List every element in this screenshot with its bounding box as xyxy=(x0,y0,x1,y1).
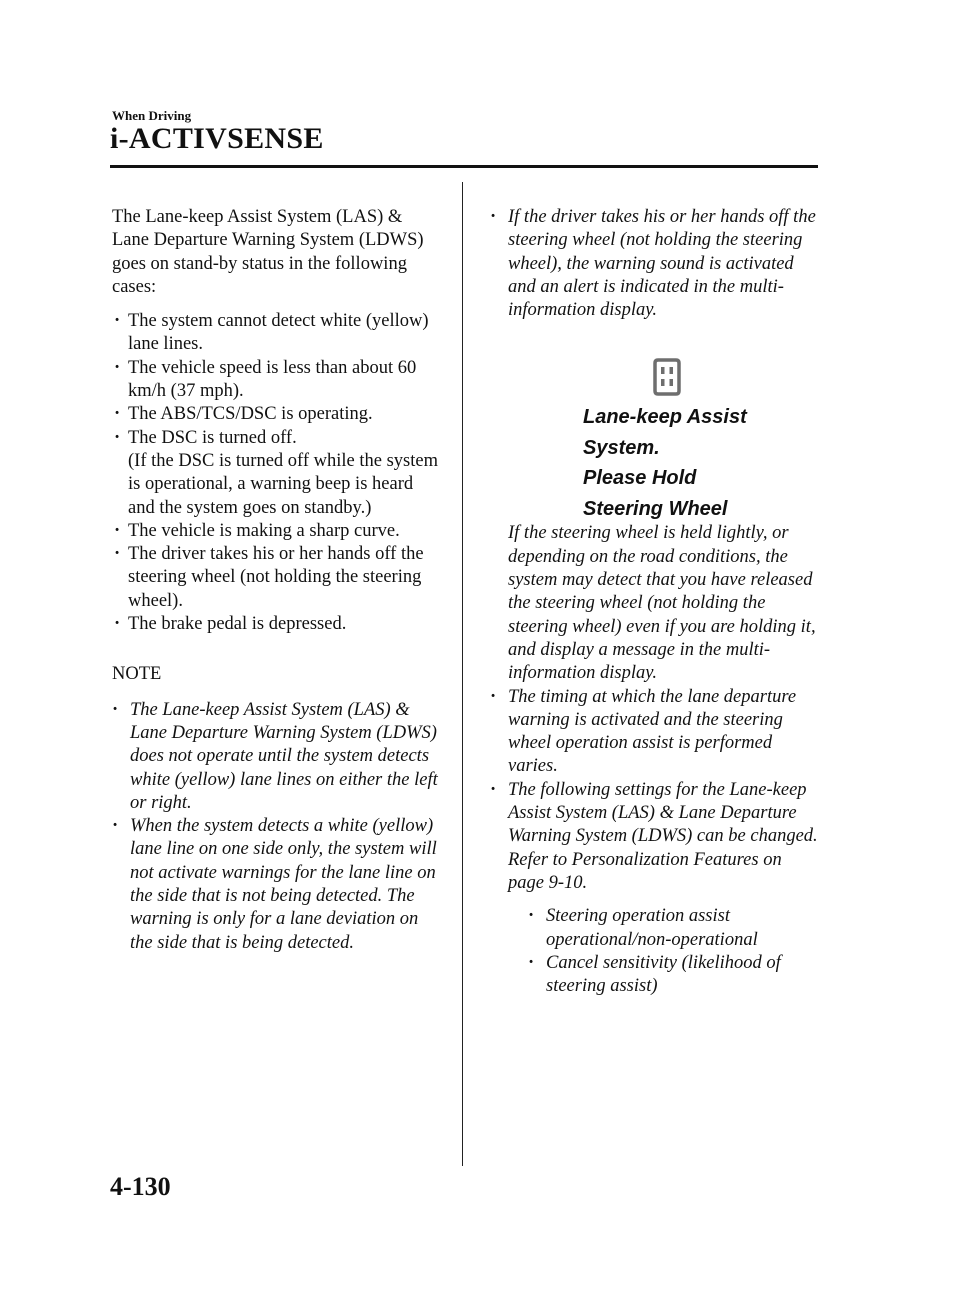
setting-item: · Steering operation assist operational/non-operational xyxy=(526,905,820,952)
case-item: · The vehicle speed is less than about 60 km/h (37 mph). xyxy=(112,357,442,404)
case-item: · The brake pedal is depressed. xyxy=(112,613,442,636)
note-heading: NOTE xyxy=(112,664,162,685)
note-item: · When the system detects a white (yellow) lane line on one side only, the system will not activate warnings for the lane line on the side that is not being detected. The warning is only for a lane deviation on the side that is being detected. xyxy=(112,815,442,955)
display-message xyxy=(583,402,747,524)
note-item: · The Lane-keep Assist System (LAS) & Lane Departure Warning System (LDWS) does not operate until the system detects white (yellow) lane lines on either the left or right. xyxy=(112,699,442,815)
settings-list xyxy=(508,905,820,998)
multi-information-display xyxy=(508,322,820,522)
setting-item: · Cancel sensitivity (likelihood of steering assist) xyxy=(526,952,820,999)
header-rule xyxy=(110,165,818,168)
note-list-continued xyxy=(490,206,820,522)
column-divider xyxy=(462,182,463,1166)
note-list xyxy=(112,699,442,955)
dsc-note: (If the DSC is turned off while the system is operational, a warning beep is heard and the system goes on standby.) xyxy=(128,450,439,518)
display-line: Lane-keep Assist xyxy=(583,406,747,429)
case-text: The DSC is turned off. xyxy=(128,427,297,448)
case-item: · The ABS/TCS/DSC is operating. xyxy=(112,403,442,426)
case-item: · The system cannot detect white (yellow) lane lines. xyxy=(112,310,442,357)
steering-assist-icon xyxy=(653,358,681,396)
page-title: i-ACTIVSENSE xyxy=(110,122,324,155)
standby-cases-list xyxy=(112,310,442,636)
page-number: 4-130 xyxy=(110,1172,171,1201)
note-item xyxy=(490,779,820,999)
intro-paragraph: The Lane-keep Assist System (LAS) & Lane Departure Warning System (LDWS) goes on stand-by status in the following cases: xyxy=(112,207,424,297)
case-item: · The vehicle is making a sharp curve. xyxy=(112,520,442,543)
note-text: The following settings for the Lane-keep Assist System (LAS) & Lane Departure Warning System (LDWS) can be changed. Refer to Personalization Features on page 9-10. xyxy=(508,779,818,893)
section-label: When Driving xyxy=(112,108,192,123)
hold-lightly-paragraph: If the steering wheel is held lightly, or depending on the road conditions, the system may detect that you have released the steering wheel (not holding the steering wheel) even if you are holding it, and display a message in the multi-information display. xyxy=(508,523,816,684)
display-line: System. xyxy=(583,436,660,459)
display-line: Please Hold xyxy=(583,467,697,490)
note-item: · The timing at which the lane departure warning is activated and the steering wheel operation assist is performed varies. xyxy=(490,686,820,779)
left-column xyxy=(112,206,442,955)
display-line: Steering Wheel xyxy=(583,497,728,520)
note-list-more xyxy=(490,686,820,999)
note-text: If the driver takes his or her hands off the steering wheel (not holding the steering wheel), the warning sound is activated and an alert is indicated in the multi-information display. xyxy=(508,207,816,321)
case-item: · The driver takes his or her hands off the steering wheel (not holding the steering wheel). xyxy=(112,543,442,613)
case-item xyxy=(112,427,442,520)
right-column xyxy=(490,206,820,998)
note-item xyxy=(490,206,820,522)
